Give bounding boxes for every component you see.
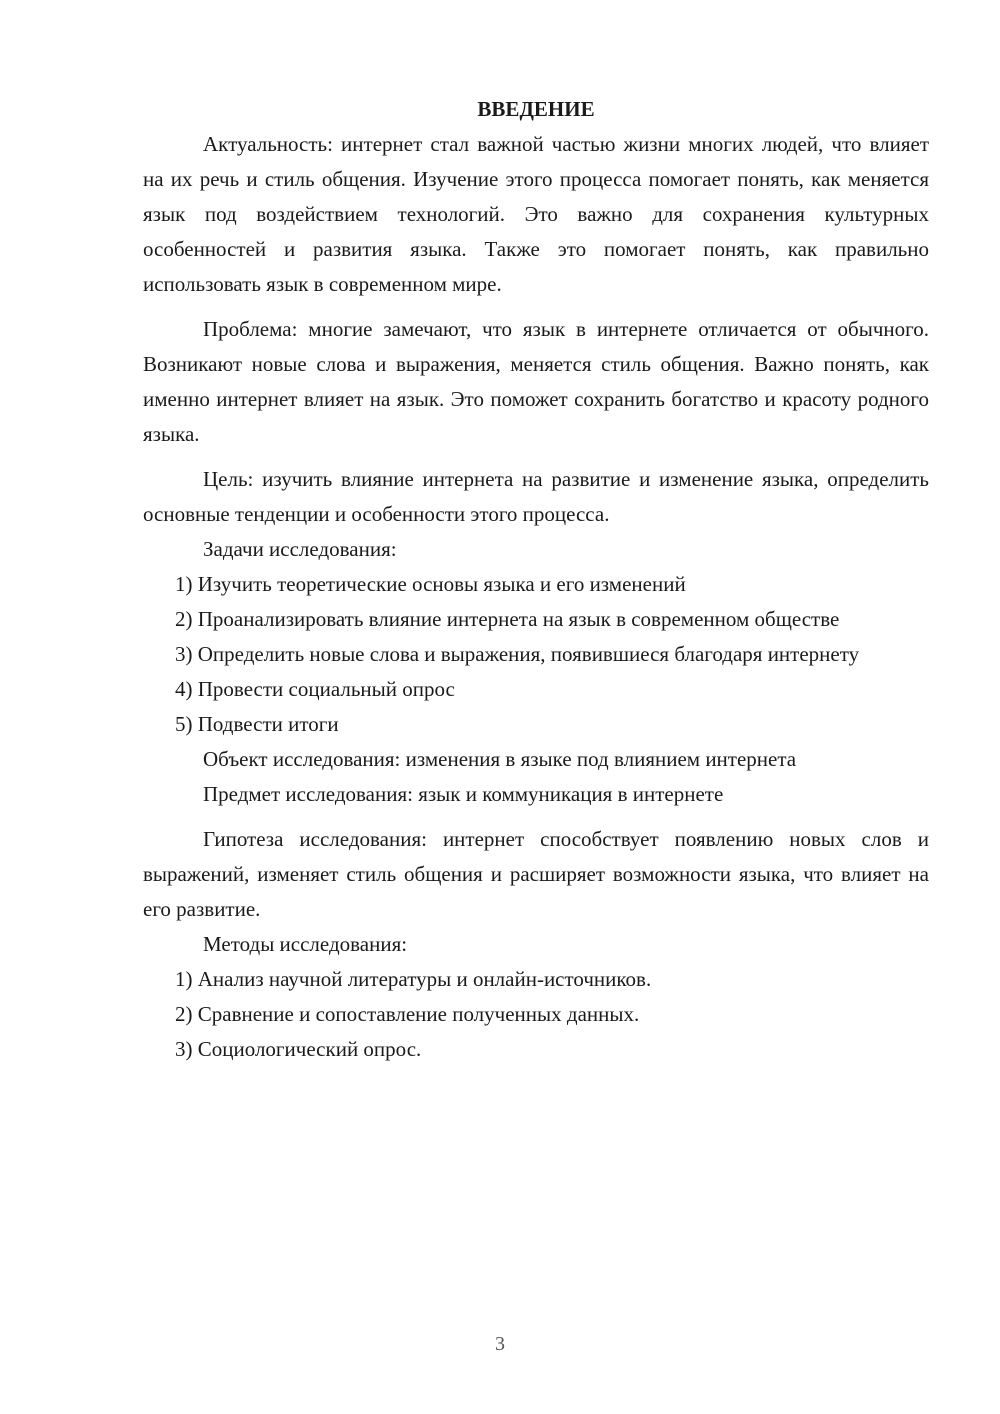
method-item: 1) Анализ научной литературы и онлайн-источников. (175, 967, 652, 991)
task-item: 3) Определить новые слова и выражения, появившиеся благодаря интернету (175, 642, 860, 666)
object-paragraph: Объект исследования: изменения в языке под влиянием интернета (203, 747, 797, 771)
method-item: 3) Социологический опрос. (175, 1037, 422, 1061)
hypothesis-paragraph: Гипотеза исследования: интернет способствует появлению новых слов и выражений, изменяет стиль общения и расширяет возможности языка, что влияет на его развитие. (143, 827, 929, 921)
goal-paragraph: Цель: изучить влияние интернета на развитие и изменение языка, определить основные тенденции и особенности этого процесса. (143, 467, 929, 526)
task-item: 5) Подвести итоги (175, 712, 339, 736)
task-item: 2) Проанализировать влияние интернета на язык в современном обществе (175, 607, 840, 631)
page-number: 3 (495, 1333, 505, 1355)
page-title: ВВЕДЕНИЕ (477, 97, 595, 121)
document-page (143, 92, 929, 1067)
task-item: 1) Изучить теоретические основы языка и его изменений (175, 572, 686, 596)
methods-label: Методы исследования: (203, 932, 408, 956)
subject-paragraph: Предмет исследования: язык и коммуникация в интернете (203, 782, 724, 806)
relevance-paragraph: Актуальность: интернет стал важной частью жизни многих людей, что влияет на их речь и стиль общения. Изучение этого процесса помогает понять, как меняется язык под воздействием технологий. Это важно для сохранения культурных особенностей и развития языка. Также это помогает понять, как правильно использовать язык в современном мире. (143, 132, 929, 296)
tasks-label: Задачи исследования: (203, 537, 397, 561)
method-item: 2) Сравнение и сопоставление полученных данных. (175, 1002, 640, 1026)
problem-paragraph: Проблема: многие замечают, что язык в интернете отличается от обычного. Возникают новые слова и выражения, меняется стиль общения. Важно понять, как именно интернет влияет на язык. Это поможет сохранить богатство и красоту родного языка. (143, 317, 929, 446)
task-item: 4) Провести социальный опрос (175, 677, 455, 701)
